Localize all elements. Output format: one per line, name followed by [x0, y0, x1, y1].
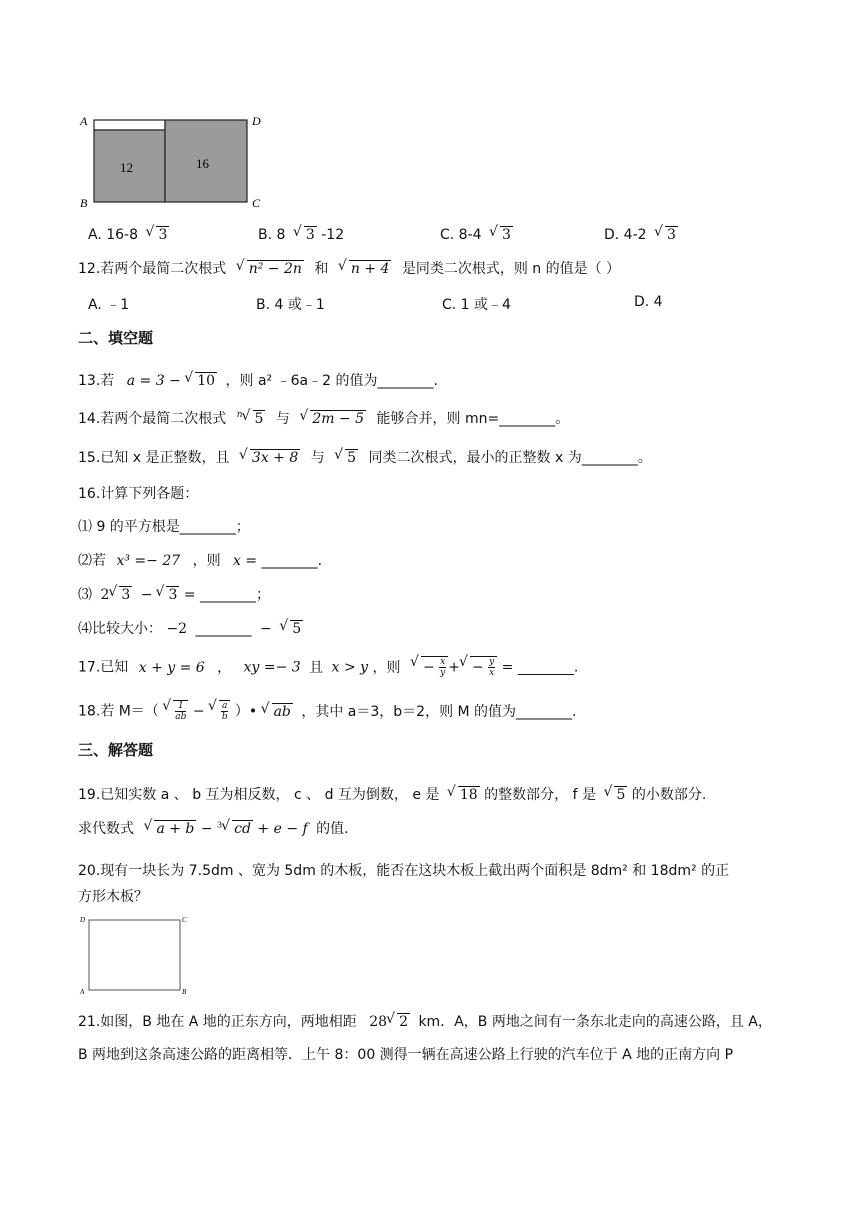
label-b: B: [80, 196, 88, 210]
q14-radical-1: √ 5: [243, 410, 266, 427]
q11-option-c: [440, 226, 513, 243]
q21-line1a: 21.如图，B 地在 A 地的正东方向，两地相距: [78, 1014, 357, 1030]
q14-suffix: 能够合并，则 mn=________。: [376, 411, 570, 427]
section-solution-heading: 三、解答题: [78, 741, 154, 759]
q21-coef: 28: [369, 1014, 388, 1030]
q16-p3-radical-2: √ 3: [156, 586, 179, 603]
sqrt-5: √ 5: [604, 786, 627, 803]
q11-option-b: [258, 226, 344, 243]
q18-radical-1: √ $\frac{1}{ab}$: [163, 700, 188, 722]
question-16-part-4: [78, 618, 303, 638]
q17-e3: x > y: [331, 659, 369, 676]
question-19-line-1: [78, 784, 706, 804]
q14-prefix: 14.若两个最简二次根式: [78, 411, 227, 427]
q16-p4-prefix: ⑷比较大小：: [78, 621, 162, 637]
q18-radical-2: √ $\frac{a}{b}$: [209, 700, 230, 722]
q12-radical-2: √ n + 4: [339, 260, 392, 277]
q16-p4-minus: −: [260, 621, 272, 637]
q13-expr: a = 3 −: [126, 373, 181, 389]
q17-radical-2: √ − $\frac{y}{x}$: [460, 656, 497, 678]
q15-mid: 与: [310, 450, 325, 466]
q15-radical-1: √ 3x + 8: [240, 449, 300, 466]
fig2-label-c: C: [182, 916, 187, 924]
q18-suffix: ，其中 a＝3，b＝2，则 M 的值为________.: [301, 703, 577, 720]
q17-prefix: 17.已知: [78, 659, 129, 676]
q11-option-b-tail: -12: [321, 227, 345, 243]
question-13: [78, 370, 438, 390]
question-16-part-2: [78, 550, 322, 570]
q21-line1c: km．A，B 两地之间有一条东北走向的高速公路，且 A，: [418, 1014, 772, 1030]
q15-suffix: 同类二次根式，最小的正整数 x 为________。: [368, 450, 652, 466]
question-19-line-2: 求代数式 √ a + b − $^3$√ cd + e − f 的值.: [78, 818, 349, 838]
q13-suffix: ，则 a² ﹣6a﹣2 的值为________.: [225, 373, 438, 389]
figure-rectangles: [76, 110, 276, 214]
q11-option-c-text: C. 8-4: [440, 227, 482, 243]
q16-p2-mid: ，则: [192, 553, 221, 569]
q19-line2a: 求代数式: [78, 821, 134, 837]
fig2-label-b: B: [182, 988, 187, 996]
q16-p3-radical-1: √ 3: [109, 586, 132, 603]
q16-p2-expr2: x =: [233, 553, 258, 569]
q19-sqrt-a-plus-b: √ a + b: [144, 820, 196, 837]
q16-p3-suffix: = ________；: [183, 587, 271, 603]
question-16-title: 16.计算下列各题：: [78, 486, 199, 502]
section-fill-in-heading: 二、填空题: [78, 329, 154, 347]
q16-p3-coef: 2: [100, 587, 110, 603]
q11-option-a-text: A. 16-8: [88, 227, 139, 243]
q16-p2-prefix: ⑵若: [78, 553, 106, 569]
q17-e2: xy =− 3: [243, 659, 301, 676]
q12-prefix: 12.若两个最简二次根式: [78, 261, 227, 277]
q12-option-b: B. 4 或﹣1: [256, 297, 325, 313]
q19-line1: 19.已知实数 a 、 b 互为相反数， c 、 d 互为倒数， e 是: [78, 787, 440, 803]
question-17: 17.已知 x + y = 6 ， xy =− 3 且 x > y ，则 √ − $\frac{x}{y}$ +√ − $\frac{y}{x}$ = ________.: [78, 656, 578, 678]
q11-option-d-text: D. 4-2: [604, 227, 647, 243]
sqrt-3: √ 3: [490, 226, 513, 243]
q12-option-a: A. ﹣1: [88, 297, 130, 313]
q16-p4-a: −2: [166, 621, 188, 637]
q16-p2-suffix: ________.: [261, 553, 323, 569]
q15-prefix: 15.已知 x 是正整数，且: [78, 450, 230, 466]
label-d: D: [252, 114, 261, 128]
sqrt-3: √ 3: [294, 226, 317, 243]
q17-radical-1: √ − $\frac{x}{y}$: [411, 656, 448, 678]
sqrt-3: √ 3: [146, 226, 169, 243]
q11-option-d: [604, 226, 678, 243]
label-a: A: [80, 114, 88, 128]
q17-then: ，则: [372, 659, 401, 676]
question-15: [78, 447, 652, 467]
q12-option-d: D. 4: [634, 294, 663, 310]
square-large-label: 16: [196, 156, 209, 171]
square-small-label: 12: [120, 160, 133, 175]
q12-radical-1: √ n² − 2n: [237, 260, 304, 277]
q15-radical-2: √ 5: [335, 449, 358, 466]
q19-line1b: 的整数部分， f 是: [484, 787, 597, 803]
question-21-line-1: [78, 1011, 772, 1031]
q14-mid: 与: [275, 411, 290, 427]
q16-p3-prefix: ⑶: [78, 587, 92, 603]
q11-option-b-text: B. 8: [258, 227, 286, 243]
sqrt-2: √ 2: [387, 1013, 410, 1030]
q14-radical-2: √ 2m − 5: [300, 410, 366, 427]
q17-suffix: = ________.: [501, 659, 579, 676]
q18-radical-3: √ ab: [262, 703, 293, 720]
q12-mid: 和: [314, 261, 329, 277]
label-c: C: [252, 196, 261, 210]
q16-p4-blank: ________: [195, 621, 252, 637]
question-12: [78, 258, 620, 278]
fig2-label-d: D: [80, 916, 86, 924]
q17-and: 且: [309, 659, 324, 676]
q19-line2b: 的值.: [316, 821, 349, 837]
sqrt-3: √ 3: [655, 226, 678, 243]
q17-e1: x + y = 6: [138, 659, 205, 676]
question-16-part-3: [78, 584, 270, 604]
q18-prefix: 18.若 M＝（: [78, 703, 159, 720]
q13-radical: √ 10: [185, 372, 217, 389]
question-14: [78, 408, 569, 428]
q18-mid: ）•: [234, 703, 258, 720]
q11-option-a: [88, 226, 169, 243]
q13-prefix: 13.若: [78, 373, 115, 389]
q16-p4-radical: √ 5: [280, 620, 303, 637]
q14-root-index: n: [236, 410, 243, 421]
question-20-line-2: 方形木板？: [78, 889, 148, 905]
q16-p3-minus: −: [140, 587, 153, 603]
question-16-part-1: ⑴ 9 的平方根是________；: [78, 519, 250, 535]
q19-cbrt-cd: √ cd: [222, 820, 253, 837]
sqrt-18: √ 18: [448, 786, 480, 803]
question-20-line-1: 20.现有一块长为 7.5dm 、宽为 5dm 的木板，能否在这块木板上截出两个面积是 8dm² 和 18dm² 的正: [78, 863, 730, 879]
question-21-line-2: B 两地到这条高速公路的距离相等．上午 8：00 测得一辆在高速公路上行驶的汽车位于 A 地的正南方向 P: [78, 1047, 734, 1063]
figure-board-rectangle: [78, 912, 190, 996]
q19-line1c: 的小数部分.: [631, 787, 707, 803]
q12-option-c: C. 1 或﹣4: [442, 297, 511, 313]
question-18: 18.若 M＝（ √ $\frac{1}{ab}$ − √ $\frac{a}{b}$ ）• √ ab ，其中 a＝3，b＝2，则 M 的值为________.: [78, 700, 577, 722]
q12-suffix: 是同类二次根式，则 n 的值是（ ）: [401, 261, 621, 277]
fig2-label-a: A: [80, 988, 85, 996]
q16-p2-expr: x³ =− 27: [116, 553, 181, 569]
